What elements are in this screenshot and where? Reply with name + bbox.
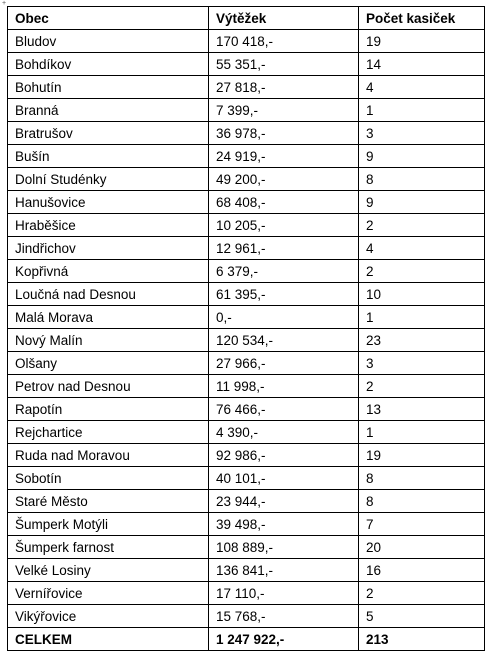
cell-pocet-kasicek: 23 (359, 329, 485, 352)
cell-obec: Šumperk farnost (8, 536, 209, 559)
cell-pocet-kasicek: 19 (359, 30, 485, 53)
cell-pocet-kasicek: 2 (359, 260, 485, 283)
cell-vytezek: 136 841,- (209, 559, 359, 582)
cell-vytezek: 11 998,- (209, 375, 359, 398)
cell-vytezek: 76 466,- (209, 398, 359, 421)
cell-obec: Rejchartice (8, 421, 209, 444)
cell-obec: Bratrušov (8, 122, 209, 145)
table-row (8, 582, 485, 605)
cell-pocet-kasicek: 8 (359, 490, 485, 513)
cell-vytezek: 108 889,- (209, 536, 359, 559)
cell-vytezek: 27 966,- (209, 352, 359, 375)
cell-obec: Hanušovice (8, 191, 209, 214)
cell-vytezek: 68 408,- (209, 191, 359, 214)
table-row (8, 536, 485, 559)
cell-pocet-kasicek: 4 (359, 76, 485, 99)
cell-vytezek: 4 390,- (209, 421, 359, 444)
cell-obec: Nový Malín (8, 329, 209, 352)
cell-obec: Branná (8, 99, 209, 122)
table-body (8, 30, 485, 628)
table-row (8, 398, 485, 421)
cell-pocet-kasicek: 9 (359, 191, 485, 214)
cell-obec: Kopřivná (8, 260, 209, 283)
table-row (8, 30, 485, 53)
cell-vytezek: 36 978,- (209, 122, 359, 145)
cell-vytezek: 39 498,- (209, 513, 359, 536)
table-row (8, 99, 485, 122)
cell-pocet-kasicek: 1 (359, 99, 485, 122)
table-row (8, 191, 485, 214)
total-vytezek: 1 247 922,- (209, 628, 359, 651)
cell-obec: Šumperk Motýli (8, 513, 209, 536)
cell-pocet-kasicek: 10 (359, 283, 485, 306)
cell-pocet-kasicek: 8 (359, 467, 485, 490)
cell-obec: Vikýřovice (8, 605, 209, 628)
cell-pocet-kasicek: 4 (359, 237, 485, 260)
header-obec: Obec (8, 7, 209, 30)
donations-table (7, 6, 485, 651)
table-row (8, 513, 485, 536)
cell-pocet-kasicek: 9 (359, 145, 485, 168)
total-row (8, 628, 485, 651)
cell-pocet-kasicek: 3 (359, 352, 485, 375)
cell-pocet-kasicek: 8 (359, 168, 485, 191)
cell-vytezek: 27 818,- (209, 76, 359, 99)
cell-obec: Rapotín (8, 398, 209, 421)
cell-obec: Velké Losiny (8, 559, 209, 582)
cell-pocet-kasicek: 1 (359, 306, 485, 329)
cell-vytezek: 7 399,- (209, 99, 359, 122)
cell-obec: Hraběšice (8, 214, 209, 237)
table-row (8, 145, 485, 168)
cell-pocet-kasicek: 13 (359, 398, 485, 421)
table-move-handle-icon[interactable]: + (2, 0, 7, 7)
cell-obec: Olšany (8, 352, 209, 375)
table-row (8, 467, 485, 490)
cell-vytezek: 6 379,- (209, 260, 359, 283)
cell-vytezek: 92 986,- (209, 444, 359, 467)
cell-vytezek: 55 351,- (209, 53, 359, 76)
cell-obec: Loučná nad Desnou (8, 283, 209, 306)
table-row (8, 375, 485, 398)
total-pocet-kasicek: 213 (359, 628, 485, 651)
table-row (8, 214, 485, 237)
cell-vytezek: 12 961,- (209, 237, 359, 260)
table-row (8, 306, 485, 329)
cell-vytezek: 23 944,- (209, 490, 359, 513)
table-row (8, 444, 485, 467)
table-row (8, 421, 485, 444)
cell-vytezek: 17 110,- (209, 582, 359, 605)
table-row (8, 352, 485, 375)
table-row (8, 53, 485, 76)
cell-obec: Malá Morava (8, 306, 209, 329)
total-label: CELKEM (8, 628, 209, 651)
table-row (8, 76, 485, 99)
table-row (8, 237, 485, 260)
cell-pocet-kasicek: 1 (359, 421, 485, 444)
cell-obec: Sobotín (8, 467, 209, 490)
cell-obec: Dolní Studénky (8, 168, 209, 191)
table-row (8, 490, 485, 513)
cell-obec: Ruda nad Moravou (8, 444, 209, 467)
table-header-row (8, 7, 485, 30)
table-row (8, 122, 485, 145)
cell-obec: Bušín (8, 145, 209, 168)
cell-obec: Petrov nad Desnou (8, 375, 209, 398)
cell-pocet-kasicek: 2 (359, 582, 485, 605)
table-row (8, 283, 485, 306)
cell-vytezek: 40 101,- (209, 467, 359, 490)
cell-obec: Jindřichov (8, 237, 209, 260)
cell-obec: Vernířovice (8, 582, 209, 605)
table-row (8, 559, 485, 582)
header-vytezek: Výtěžek (209, 7, 359, 30)
table-row (8, 260, 485, 283)
cell-vytezek: 10 205,- (209, 214, 359, 237)
cell-obec: Bohutín (8, 76, 209, 99)
cell-vytezek: 61 395,- (209, 283, 359, 306)
cell-pocet-kasicek: 7 (359, 513, 485, 536)
cell-vytezek: 170 418,- (209, 30, 359, 53)
cell-vytezek: 49 200,- (209, 168, 359, 191)
table-row (8, 168, 485, 191)
cell-vytezek: 24 919,- (209, 145, 359, 168)
cell-pocet-kasicek: 3 (359, 122, 485, 145)
cell-vytezek: 120 534,- (209, 329, 359, 352)
cell-pocet-kasicek: 2 (359, 375, 485, 398)
cell-obec: Bludov (8, 30, 209, 53)
cell-vytezek: 0,- (209, 306, 359, 329)
cell-pocet-kasicek: 19 (359, 444, 485, 467)
cell-pocet-kasicek: 2 (359, 214, 485, 237)
cell-pocet-kasicek: 16 (359, 559, 485, 582)
cell-vytezek: 15 768,- (209, 605, 359, 628)
cell-pocet-kasicek: 14 (359, 53, 485, 76)
table-row (8, 605, 485, 628)
table-row (8, 329, 485, 352)
cell-obec: Bohdíkov (8, 53, 209, 76)
header-pocet-kasicek: Počet kasiček (359, 7, 485, 30)
cell-obec: Staré Město (8, 490, 209, 513)
cell-pocet-kasicek: 20 (359, 536, 485, 559)
cell-pocet-kasicek: 5 (359, 605, 485, 628)
